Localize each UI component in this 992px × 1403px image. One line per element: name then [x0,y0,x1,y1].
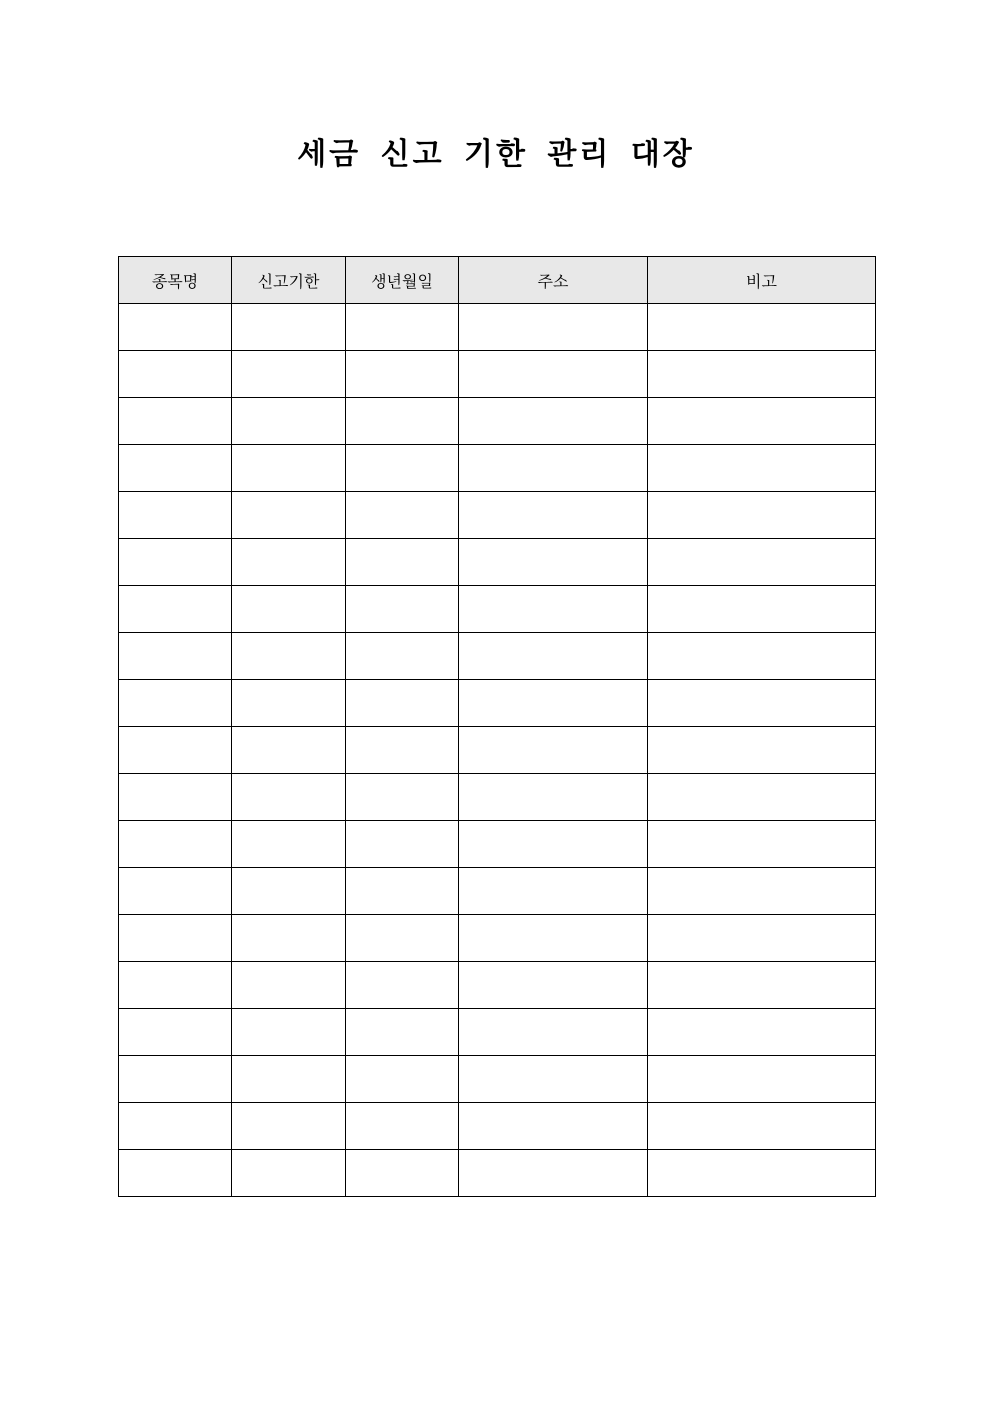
deadline-cell[interactable] [232,304,346,351]
item-name-cell[interactable] [119,727,232,774]
table-row [119,680,876,727]
column-header-item-name: 종목명 [119,257,232,304]
deadline-cell[interactable] [232,1103,346,1150]
table-row [119,1150,876,1197]
table-row [119,1056,876,1103]
table-row [119,821,876,868]
address-cell[interactable] [459,539,648,586]
item-name-cell[interactable] [119,680,232,727]
table-row [119,539,876,586]
remarks-cell[interactable] [648,351,876,398]
address-cell[interactable] [459,1009,648,1056]
birthdate-cell[interactable] [346,962,459,1009]
remarks-cell[interactable] [648,868,876,915]
address-cell[interactable] [459,304,648,351]
table-row [119,492,876,539]
remarks-cell[interactable] [648,680,876,727]
deadline-cell[interactable] [232,962,346,1009]
table-row [119,445,876,492]
item-name-cell[interactable] [119,915,232,962]
document-title: 세금 신고 기한 관리 대장 [297,137,695,172]
table-row [119,1103,876,1150]
item-name-cell[interactable] [119,962,232,1009]
item-name-cell[interactable] [119,539,232,586]
remarks-cell[interactable] [648,915,876,962]
deadline-cell[interactable] [232,398,346,445]
item-name-cell[interactable] [119,774,232,821]
birthdate-cell[interactable] [346,633,459,680]
address-cell[interactable] [459,586,648,633]
address-cell[interactable] [459,492,648,539]
birthdate-cell[interactable] [346,1056,459,1103]
deadline-cell[interactable] [232,351,346,398]
table-row [119,962,876,1009]
birthdate-cell[interactable] [346,868,459,915]
remarks-cell[interactable] [648,727,876,774]
remarks-cell[interactable] [648,445,876,492]
deadline-cell[interactable] [232,915,346,962]
item-name-cell[interactable] [119,633,232,680]
remarks-cell[interactable] [648,586,876,633]
column-header-deadline: 신고기한 [232,257,346,304]
address-cell[interactable] [459,774,648,821]
table-row [119,304,876,351]
table-row [119,633,876,680]
birthdate-cell[interactable] [346,445,459,492]
item-name-cell[interactable] [119,1103,232,1150]
table-row [119,351,876,398]
deadline-cell[interactable] [232,1150,346,1197]
column-header-birthdate: 생년월일 [346,257,459,304]
remarks-cell[interactable] [648,1103,876,1150]
birthdate-cell[interactable] [346,1103,459,1150]
item-name-cell[interactable] [119,1150,232,1197]
birthdate-cell[interactable] [346,1150,459,1197]
birthdate-cell[interactable] [346,1009,459,1056]
birthdate-cell[interactable] [346,586,459,633]
item-name-cell[interactable] [119,351,232,398]
deadline-cell[interactable] [232,821,346,868]
remarks-cell[interactable] [648,1150,876,1197]
column-header-remarks: 비고 [648,257,876,304]
table-row [119,774,876,821]
birthdate-cell[interactable] [346,680,459,727]
column-header-address: 주소 [459,257,648,304]
deadline-cell[interactable] [232,586,346,633]
birthdate-cell[interactable] [346,727,459,774]
address-cell[interactable] [459,1150,648,1197]
remarks-cell[interactable] [648,1056,876,1103]
table-header-row [119,257,876,304]
remarks-cell[interactable] [648,304,876,351]
table-row [119,915,876,962]
remarks-cell[interactable] [648,633,876,680]
deadline-cell[interactable] [232,539,346,586]
remarks-cell[interactable] [648,962,876,1009]
item-name-cell[interactable] [119,1056,232,1103]
table-body [119,304,876,1197]
table-row [119,727,876,774]
deadline-cell[interactable] [232,868,346,915]
address-cell[interactable] [459,821,648,868]
address-cell[interactable] [459,398,648,445]
table-row [119,398,876,445]
deadline-cell[interactable] [232,1009,346,1056]
remarks-cell[interactable] [648,539,876,586]
birthdate-cell[interactable] [346,398,459,445]
address-cell[interactable] [459,445,648,492]
remarks-cell[interactable] [648,821,876,868]
deadline-cell[interactable] [232,633,346,680]
address-cell[interactable] [459,1056,648,1103]
item-name-cell[interactable] [119,492,232,539]
birthdate-cell[interactable] [346,539,459,586]
item-name-cell[interactable] [119,868,232,915]
deadline-cell[interactable] [232,492,346,539]
deadline-cell[interactable] [232,774,346,821]
address-cell[interactable] [459,351,648,398]
deadline-cell[interactable] [232,445,346,492]
table-row [119,868,876,915]
birthdate-cell[interactable] [346,304,459,351]
address-cell[interactable] [459,727,648,774]
table-row [119,586,876,633]
deadline-cell[interactable] [232,680,346,727]
address-cell[interactable] [459,633,648,680]
item-name-cell[interactable] [119,586,232,633]
remarks-cell[interactable] [648,1009,876,1056]
address-cell[interactable] [459,1103,648,1150]
address-cell[interactable] [459,962,648,1009]
remarks-cell[interactable] [648,774,876,821]
birthdate-cell[interactable] [346,351,459,398]
table-row [119,1009,876,1056]
deadline-cell[interactable] [232,727,346,774]
birthdate-cell[interactable] [346,774,459,821]
birthdate-cell[interactable] [346,492,459,539]
remarks-cell[interactable] [648,398,876,445]
item-name-cell[interactable] [119,445,232,492]
item-name-cell[interactable] [119,1009,232,1056]
address-cell[interactable] [459,868,648,915]
item-name-cell[interactable] [119,821,232,868]
item-name-cell[interactable] [119,304,232,351]
remarks-cell[interactable] [648,492,876,539]
tax-deadline-table [118,256,876,1197]
birthdate-cell[interactable] [346,915,459,962]
address-cell[interactable] [459,915,648,962]
address-cell[interactable] [459,680,648,727]
deadline-cell[interactable] [232,1056,346,1103]
item-name-cell[interactable] [119,398,232,445]
birthdate-cell[interactable] [346,821,459,868]
